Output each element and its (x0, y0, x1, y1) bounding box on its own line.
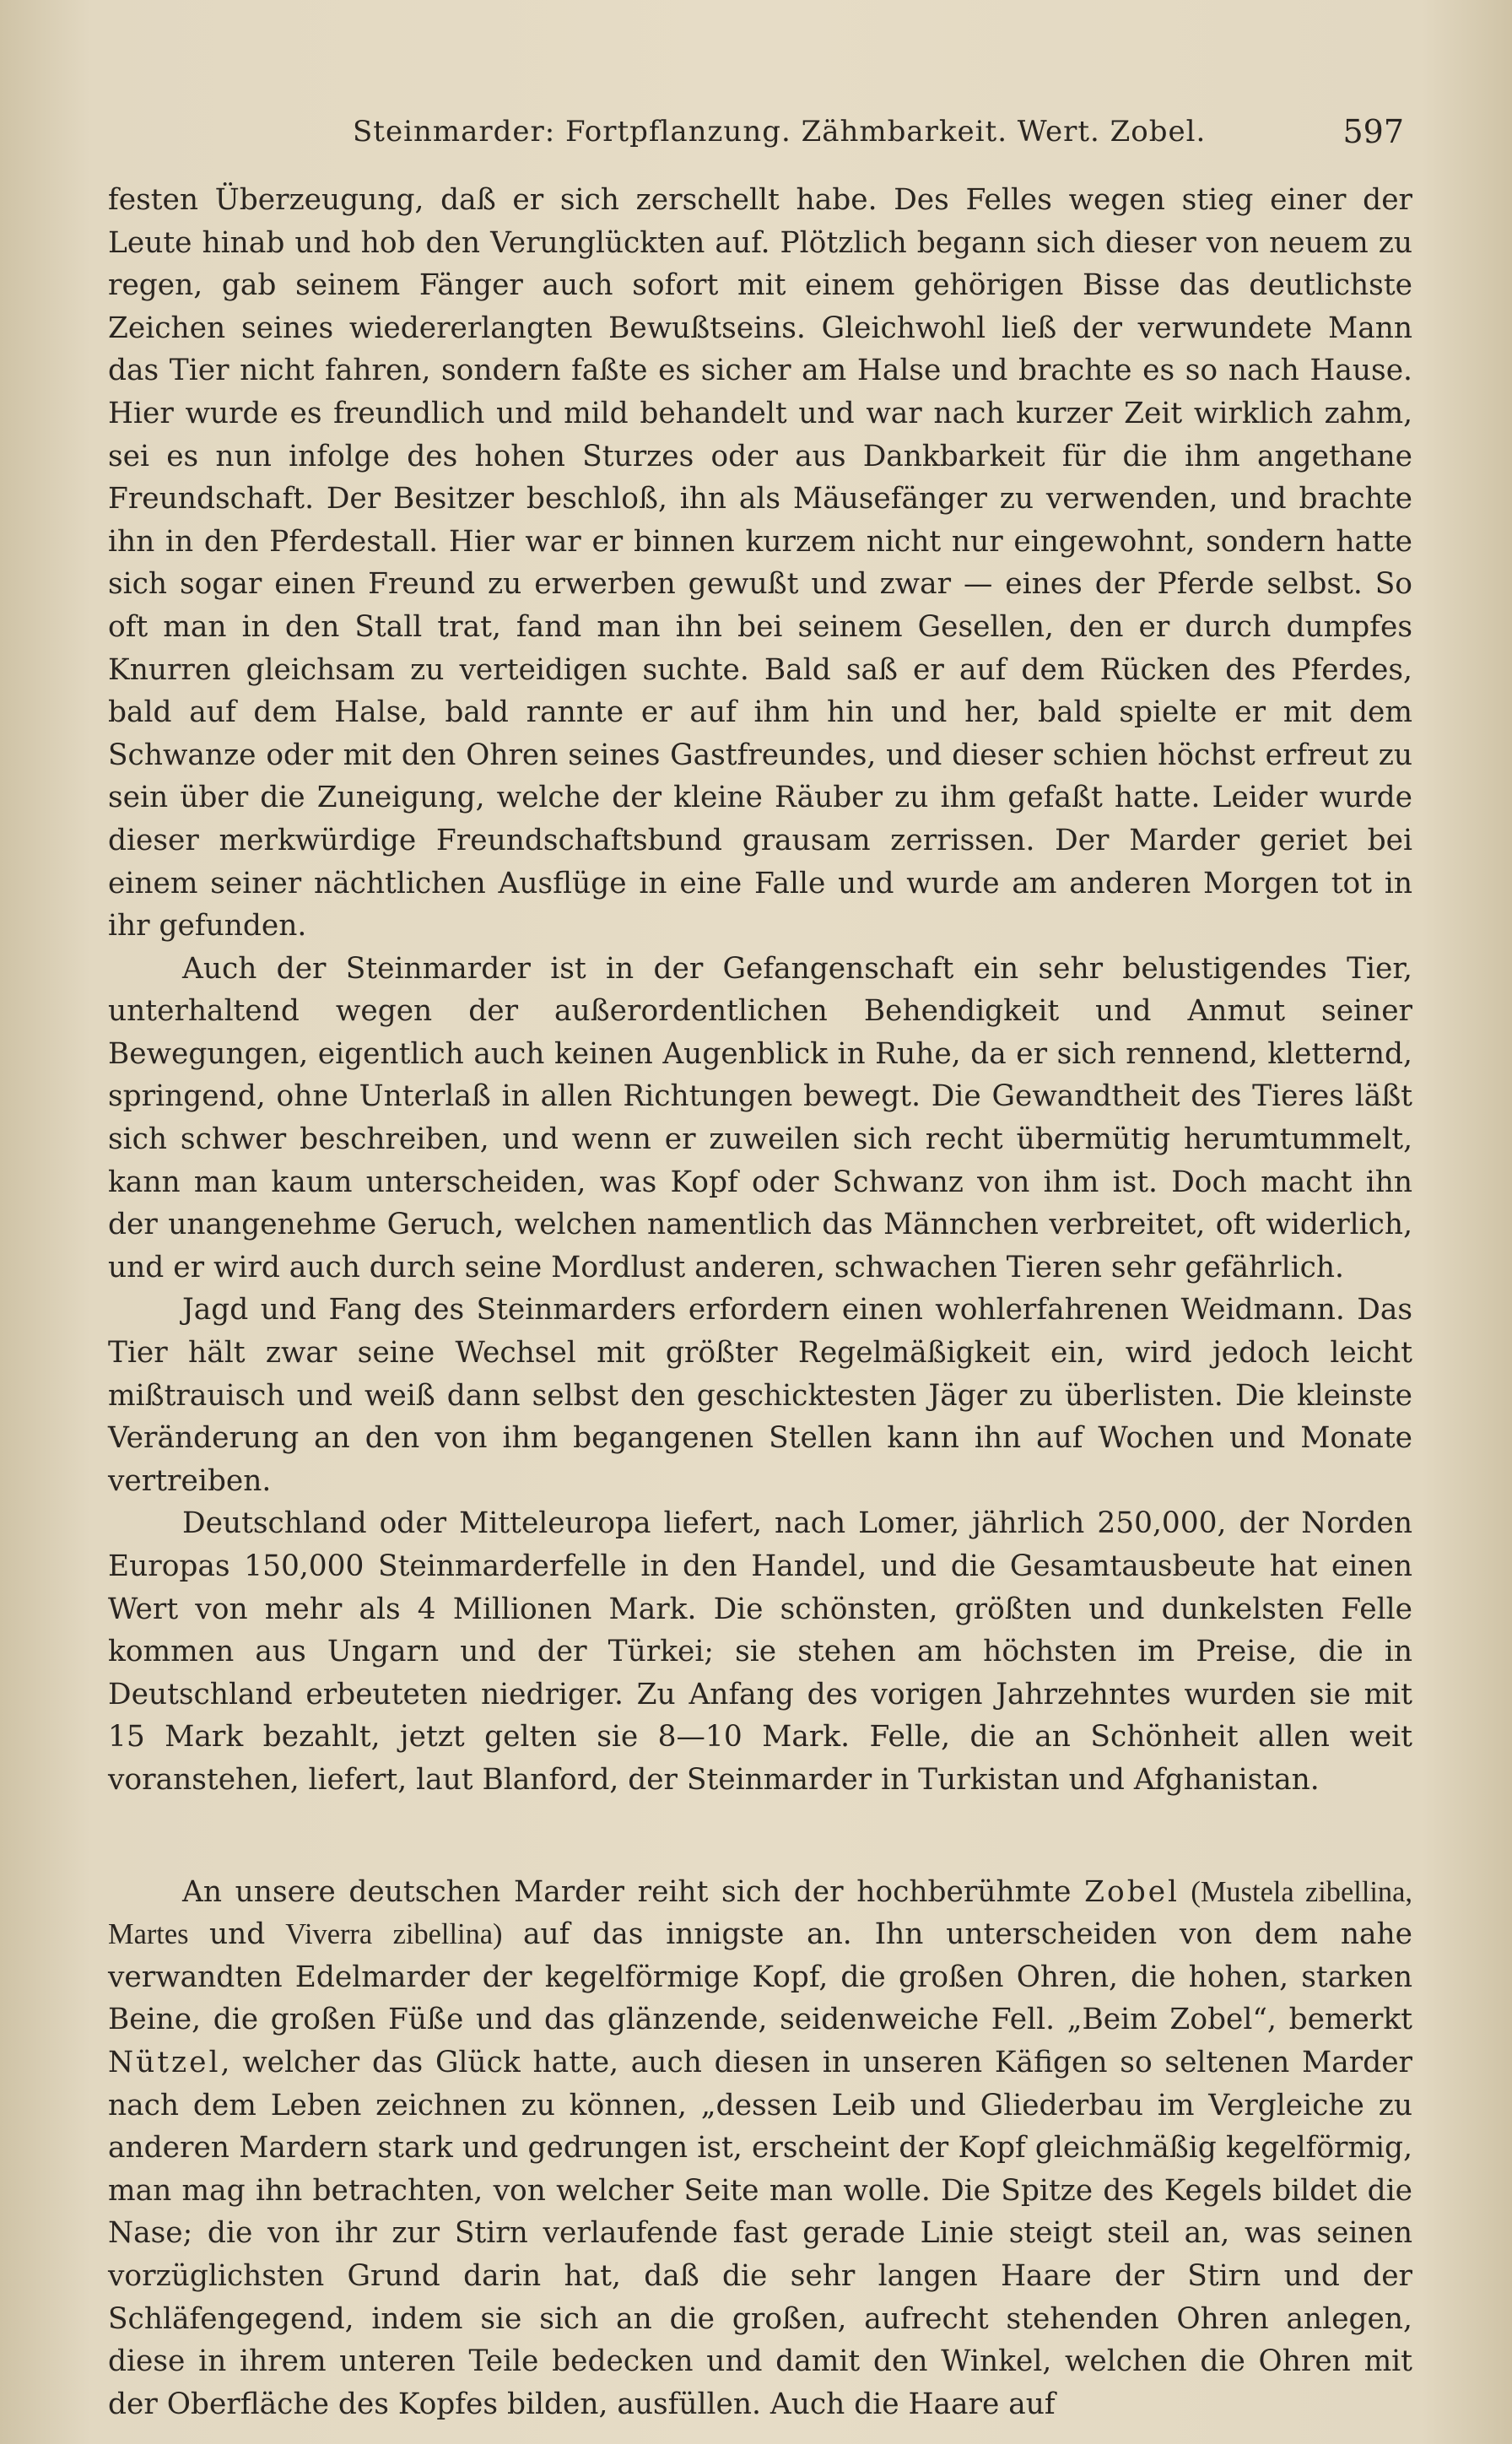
zobel-latin-name-2: Viverra zibellina) (265, 1918, 523, 1951)
paragraph-continuation: festen Überzeugung, daß er sich zerschellt habe. Des Felles wegen stieg einer der Leute hinab und hob den Verunglückten auf. Plötzlich begann sich dieser von neuem zu regen, gab seinem Fänger auch sofort mit einem gehörigen Bisse das deutlichste Zeichen seines wiedererlangten Bewußtseins. Gleichwohl ließ der verwundete Mann das Tier nicht fahren, sondern faßte es sicher am Halse und brachte es so nach Hause. Hier wurde es freundlich und mild behandelt und war nach kurzer Zeit wirklich zahm, sei es nun infolge des hohen Sturzes oder aus Dankbarkeit für die ihm angethane Freundschaft. Der Besitzer beschloß, ihn als Mäusefänger zu verwenden, und brachte ihn in den Pferdestall. Hier war er binnen kurzem nicht nur eingewohnt, sondern hatte sich sogar einen Freund zu erwerben gewußt und zwar — eines der Pferde selbst. So oft man in den Stall trat, fand man ihn bei seinem Gesellen, den er durch dumpfes Knurren gleichsam zu verteidigen suchte. Bald saß er auf dem Rücken des Pferdes, bald auf dem Halse, bald rannte er auf ihm hin und her, bald spielte er mit dem Schwanze oder mit den Ohren seines Gastfreundes, und dieser schien höchst erfreut zu sein über die Zuneigung, welche der kleine Räuber zu ihm gefaßt hatte. Leider wurde dieser merkwürdige Freundschaftsbund grausam zerrissen. Der Marder geriet bei einem seiner nächtlichen Ausflüge in eine Falle und wurde am anderen Morgen tot in ihr gefunden. (108, 183, 1412, 944)
running-title: Steinmarder: Fortpflanzung. Zähmbarkeit. Wert. Zobel. (353, 115, 1207, 149)
page-number: 597 (1342, 113, 1404, 150)
paragraph-zobel (108, 1871, 1412, 2426)
zobel-species-name: Zobel (1084, 1874, 1180, 1909)
zobel-author: Nützel (108, 2045, 221, 2079)
paragraph-hunting: Jagd und Fang des Steinmarders erfordern einen wohlerfahrenen Weidmann. Das Tier hält zwar seine Wechsel mit größter Regelmäßigkeit ein, wird jedoch leicht mißtrauisch und weiß dann selbst den geschicktesten Jäger zu überlisten. Die kleinste Veränderung an den von ihm begangenen Stellen kann ihn auf Wochen und Monate vertreiben. (108, 1293, 1412, 1498)
paragraph-captivity: Auch der Steinmarder ist in der Gefangenschaft ein sehr belustigendes Tier, unterhaltend wegen der außerordentlichen Behendigkeit und Anmut seiner Bewegungen, eigentlich auch keinen Augenblick in Ruhe, da er sich rennend, kletternd, springend, ohne Unterlaß in allen Richtungen bewegt. Die Gewandtheit des Tieres läßt sich schwer beschreiben, und wenn er zuweilen sich recht übermütig herumtummelt, kann man kaum unterscheiden, was Kopf oder Schwanz von ihm ist. Doch macht ihn der unangenehme Geruch, welchen namentlich das Männchen verbreitet, oft widerlich, und er wird auch durch seine Mordlust anderen, schwachen Tieren sehr gefährlich. (108, 951, 1412, 1284)
zobel-conjunction: und (209, 1917, 266, 1952)
zobel-latin-name: (Mustela zibellina, Martes (108, 1875, 1412, 1951)
body-text (108, 179, 1412, 2425)
running-head (108, 108, 1412, 159)
zobel-text: auf das innigste an. Ihn unterscheiden von dem nahe verwandten Edelmarder der kegelförmige Kopf, die großen Ohren, die hohen, starken Beine, die großen Füße und das glänzende, seidenweiche Fell. „Beim Zobel“, bemerkt (108, 1917, 1412, 2037)
zobel-intro: An unsere deutschen Marder reiht sich der hochberühmte (182, 1874, 1085, 1909)
zobel-text-2: , welcher das Glück hatte, auch diesen in unseren Käfigen so seltenen Marder nach dem Leben zeichnen zu können, „dessen Leib und Gliederbau im Vergleiche zu anderen Mardern stark und gedrungen ist, erscheint der Kopf gleichmäßig kegelförmig, man mag ihn betrachten, von welcher Seite man wolle. Die Spitze des Kegels bildet die Nase; die von ihr zur Stirn verlaufende fast gerade Linie steigt steil an, was seinen vorzüglichsten Grund darin hat, daß die sehr langen Haare der Stirn und der Schläfengegend, indem sie sich an die großen, aufrecht stehenden Ohren anlegen, diese in ihrem unteren Teile bedecken und damit den Winkel, welchen die Ohren mit der Oberfläche des Kopfes bilden, ausfüllen. Auch die Haare auf (108, 2045, 1412, 2421)
paragraph-fur-trade: Deutschland oder Mitteleuropa liefert, nach Lomer, jährlich 250,000, der Norden Europas 150,000 Steinmarderfelle in den Handel, und die Gesamtausbeute hat einen Wert von mehr als 4 Millionen Mark. Die schönsten, größten und dunkelsten Felle kommen aus Ungarn und der Türkei; sie stehen am höchsten im Preise, die in Deutschland erbeuteten niedriger. Zu Anfang des vorigen Jahrzehntes wurden sie mit 15 Mark bezahlt, jetzt gelten sie 8—10 Mark. Felle, die an Schönheit allen weit voranstehen, liefert, laut Blanford, der Steinmarder in Turkistan und Afghanistan. (108, 1506, 1412, 1797)
